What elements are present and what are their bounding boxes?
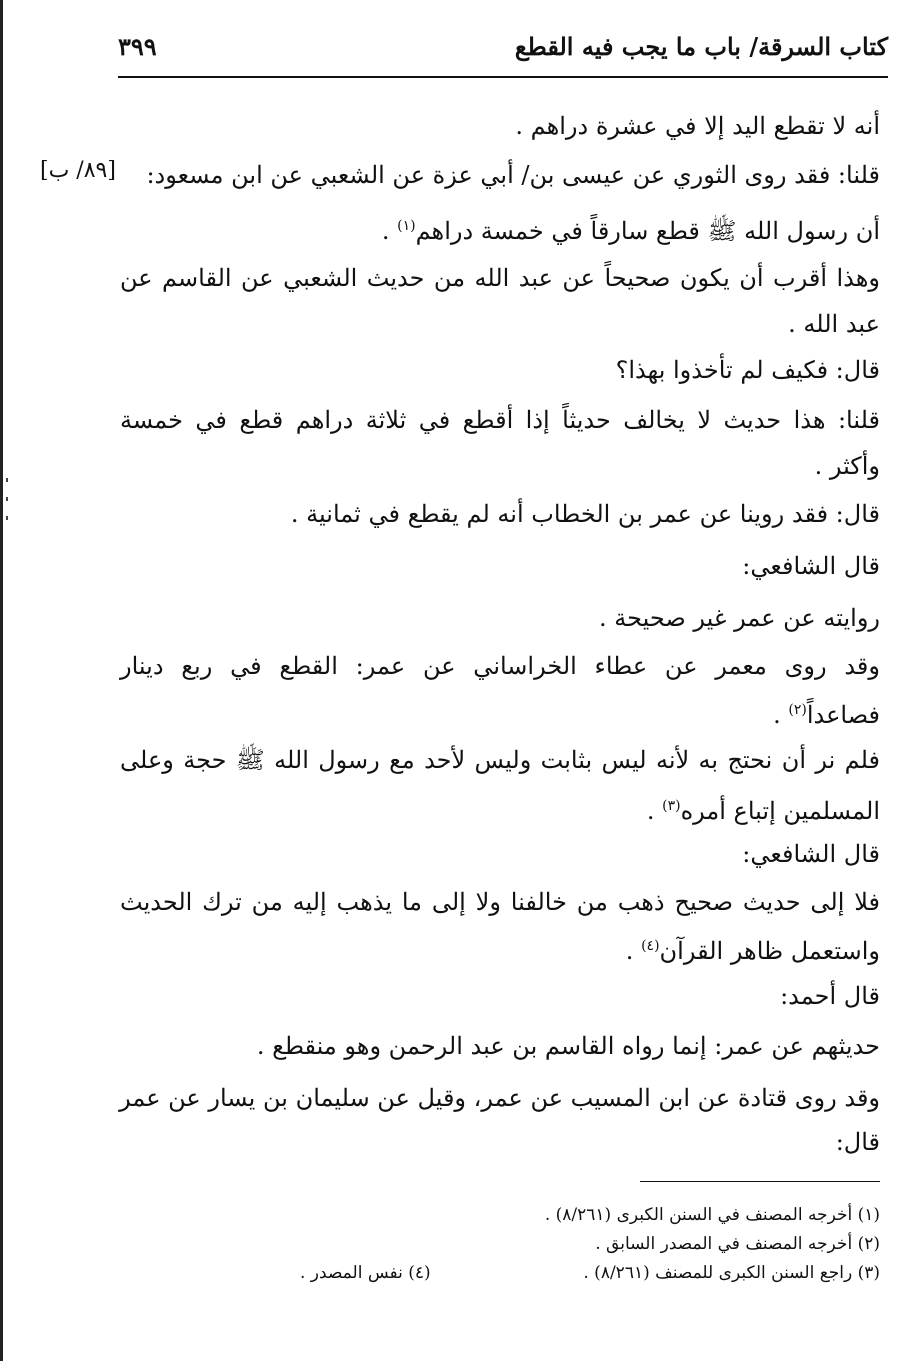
text-line: وقد روى قتادة عن ابن المسيب عن عمر، وقيل عن سليمان بن يسار عن عمر <box>119 1084 880 1112</box>
footnote: (١) أخرجه المصنف في السنن الكبرى (٨/٢٦١) . <box>544 1205 880 1225</box>
folio-margin-note: [٨٩/ ب] <box>40 158 116 183</box>
footnote-ref: (٢) <box>788 702 807 718</box>
text-line: قلنا: هذا حديث لا يخالف حديثاً إذا أقطع في ثلاثة دراهم قطع في خمسة <box>120 406 880 434</box>
footnote-ref: (٤) <box>641 938 660 954</box>
text-line: وأكثر . <box>814 452 880 480</box>
text-line: عبد الله . <box>788 310 880 338</box>
text-line: قال الشافعي: <box>742 552 880 580</box>
text-line: فصاعداً$^{(٢)}$ . <box>773 701 880 729</box>
text-line: أنه لا تقطع اليد إلا في عشرة دراهم . <box>515 112 880 140</box>
page-header <box>118 30 888 70</box>
text-line: وقد روى معمر عن عطاء الخراساني عن عمر: القطع في ربع دينار <box>120 652 880 680</box>
text-line: أن رسول الله ﷺ قطع سارقاً في خمسة دراهم$^{(١)}$ . <box>381 217 880 245</box>
footnote: (٤) نفس المصدر . <box>300 1263 431 1283</box>
running-title: كتاب السرقة/ باب ما يجب فيه القطع <box>514 32 888 61</box>
text-line: قال: فقد روينا عن عمر بن الخطاب أنه لم يقطع في ثمانية . <box>290 500 880 528</box>
footnote: (٢) أخرجه المصنف في المصدر السابق . <box>595 1234 880 1254</box>
header-divider <box>118 76 888 78</box>
page-edge <box>0 0 3 1361</box>
page-number: ٣٩٩ <box>118 32 157 61</box>
text-line: قال الشافعي: <box>742 840 880 868</box>
text-line: فلا إلى حديث صحيح ذهب من خالفنا ولا إلى ما يذهب إليه من ترك الحديث <box>120 888 880 916</box>
text-line: واستعمل ظاهر القرآن$^{(٤)}$ . <box>625 937 880 965</box>
text-line: قال: <box>835 1128 880 1156</box>
text-line: قال: فكيف لم تأخذوا بهذا؟ <box>615 356 880 384</box>
edge-mark <box>6 497 8 501</box>
edge-mark <box>6 516 8 520</box>
footnote-ref: (١) <box>397 218 416 234</box>
text-line: وهذا أقرب أن يكون صحيحاً عن عبد الله من حديث الشعبي عن القاسم عن <box>120 264 880 292</box>
text-line: المسلمين إتباع أمره$^{(٣)}$ . <box>646 797 880 825</box>
text-line: روايته عن عمر غير صحيحة . <box>599 604 880 632</box>
text-line: حديثهم عن عمر: إنما رواه القاسم بن عبد الرحمن وهو منقطع . <box>256 1032 880 1060</box>
footnote-divider <box>640 1181 880 1182</box>
footnote-ref: (٣) <box>662 798 681 814</box>
text-line: قلنا: فقد روى الثوري عن عيسى بن/ أبي عزة عن الشعبي عن ابن مسعود: <box>146 161 880 189</box>
footnote: (٣) راجع السنن الكبرى للمصنف (٨/٢٦١) . <box>583 1263 880 1283</box>
text-line: فلم نر أن نحتج به لأنه ليس بثابت وليس لأحد مع رسول الله ﷺ حجة وعلى <box>120 746 880 774</box>
text-line: قال أحمد: <box>780 982 880 1010</box>
edge-mark <box>6 478 8 482</box>
